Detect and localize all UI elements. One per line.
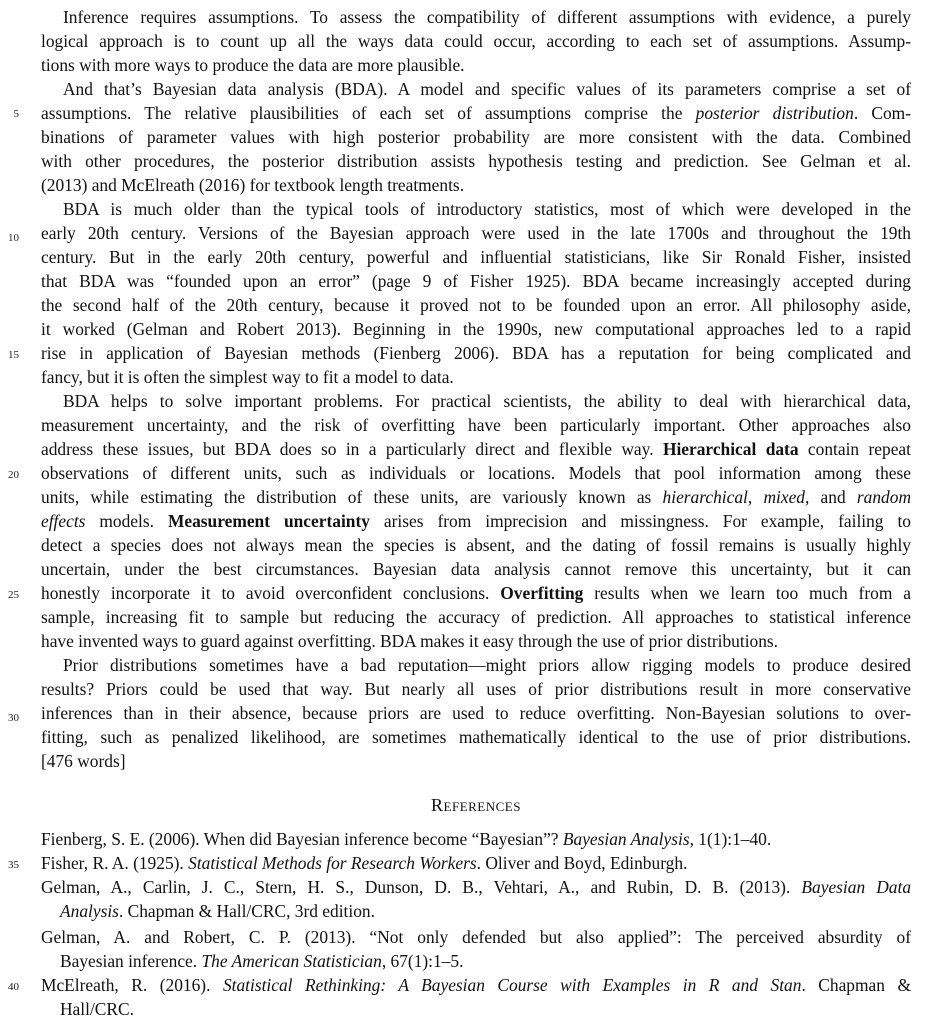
text-run: , 67(1):1–5. [381,951,464,971]
bold-term: Overfitting [500,583,584,603]
paragraph-line: Prior distributions sometimes have a bad reputation—might priors allow rigging models to produce desired [63,655,911,675]
paragraph-line: binations of parameter values with high posterior probability are more consistent with the data. Combined [41,127,911,147]
line-number: 40 [8,981,19,993]
italic-title: Statistical Rethinking: A Bayesian Course with Examples in R and Stan [222,975,802,995]
paragraph-line: have invented ways to guard against overfitting. BDA makes it easy through the use of prior distributions. [41,631,779,651]
text-run: . Oliver and Boyd, Edinburgh. [476,853,688,873]
paragraph-line: Inference requires assumptions. To assess the compatibility of different assumptions with evidence, a purely [63,7,911,27]
paragraph-line [41,581,911,605]
paragraph-line: century. But in the early 20th century, powerful and influential statisticians, like Sir Ronald Fisher, insisted [41,247,911,267]
italic-term: posterior distribution [695,103,854,123]
text-run: , and [804,487,857,507]
italic-title: Statistical Methods for Research Workers [188,853,477,873]
paragraph-line: sample, increasing fit to sample but reducing the accuracy of prediction. All approaches to statistical inference [41,607,911,627]
paragraph-line: it worked (Gelman and Robert 2013). Beginning in the 1990s, new computational approaches led to a rapid [41,319,911,339]
paragraph-line: the second half of the 20th century, because it proved not to be founded upon an error. All philosophy aside, [41,295,911,315]
text-run: address these issues, but BDA does so in a particularly direct and flexible way. [41,439,663,459]
paragraph-line [41,437,911,461]
reference-gelman-2013-line1 [41,875,911,899]
reference-fienberg [41,827,911,851]
text-run: , [747,487,764,507]
reference-mcelreath-line2: Hall/CRC. [60,999,134,1019]
reference-gelman-robert-line2 [41,949,911,973]
italic-term: mixed [763,487,805,507]
references-heading: References [431,795,521,815]
line-number: 30 [8,712,19,724]
bold-term: Measurement uncertainty [167,511,370,531]
line-number: 5 [13,108,19,120]
reference-gelman-2013-line2 [41,899,911,923]
text-run: assumptions. The relative plausibilities of each set of assumptions comprise the [41,103,696,123]
text-run: McElreath, R. (2016). [41,975,223,995]
paragraph-line: with other procedures, the posterior distribution assists hypothesis testing and prediction. See Gelman et al. [41,151,911,171]
paragraph-line: uncertain, under the best circumstances. Bayesian data analysis cannot remove this uncertainty, but it can [41,559,911,579]
text-run: Fienberg, S. E. (2006). When did Bayesian inference become “Bayesian”? [41,829,563,849]
paragraph-line: observations of different units, such as individuals or locations. Models that pool information among these [41,463,911,483]
word-count: [476 words] [41,751,126,771]
paragraph-line: And that’s Bayesian data analysis (BDA). A model and specific values of its parameters comprise a set of [63,79,911,99]
paragraph-line: results? Priors could be used that way. But nearly all uses of prior distributions result in more conservative [41,679,911,699]
paragraph-line: logical approach is to count up all the ways data could occur, according to each set of assumptions. Assump- [41,31,911,51]
text-run: honestly incorporate it to avoid overconfident conclusions. [41,583,501,603]
text-run: , 1(1):1–40. [689,829,772,849]
text-run: . Chapman & Hall/CRC, 3rd edition. [118,901,375,921]
line-number: 10 [8,232,19,244]
italic-term: hierarchical [662,487,748,507]
text-run: contain repeat [798,439,911,459]
italic-title: Analysis [60,901,119,921]
paragraph-line [41,101,911,125]
paragraph-line: inferences than in their absence, because priors are used to reduce overfitting. Non-Bayesian solutions to over- [41,703,911,723]
text-run: . Chapman & [801,975,911,995]
line-number: 25 [8,589,19,601]
paragraph-line [41,485,911,509]
italic-title: The American Statistician [201,951,382,971]
reference-mcelreath-line1 [41,973,911,997]
italic-title: Bayesian Analysis [562,829,690,849]
text-run: arises from imprecision and missingness. For example, failing to [369,511,911,531]
paragraph-line [41,509,911,533]
bold-term: Hierarchical data [662,439,799,459]
paragraph-line: rise in application of Bayesian methods (Fienberg 2006). BDA has a reputation for being complicated and [41,343,911,363]
text-run: units, while estimating the distribution of these units, are variously known as [41,487,663,507]
paragraph-line: detect a species does not always mean the species is absent, and the dating of fossil remains is usually highly [41,535,911,555]
text-run: Bayesian inference. [60,951,202,971]
text-run: results when we learn too much from a [583,583,911,603]
line-number: 35 [8,859,19,871]
paragraph-line: early 20th century. Versions of the Bayesian approach were used in the late 1700s and throughout the 19th [41,223,911,243]
italic-title: Bayesian Data [801,877,912,897]
text-run: Fisher, R. A. (1925). [41,853,189,873]
text-run: Gelman, A., Carlin, J. C., Stern, H. S., Dunson, D. B., Vehtari, A., and Rubin, D. B. (2013). [41,877,802,897]
paragraph-line: fitting, such as penalized likelihood, are sometimes mathematically identical to the use of prior distributions. [41,727,911,747]
italic-term: effects [41,511,86,531]
italic-term: random [856,487,911,507]
reference-fisher [41,851,911,875]
line-number: 20 [8,469,19,481]
paragraph-line: that BDA was “founded upon an error” (page 9 of Fisher 1925). BDA became increasingly accepted during [41,271,911,291]
paragraph-line: fancy, but it is often the simplest way to fit a model to data. [41,367,454,387]
text-run: . Com- [853,103,911,123]
line-number: 15 [8,349,19,361]
paragraph-line: (2013) and McElreath (2016) for textbook length treatments. [41,175,465,195]
text-run: models. [85,511,168,531]
paragraph-line: measurement uncertainty, and the risk of overfitting have been particularly important. Other approaches also [41,415,911,435]
paragraph-line: tions with more ways to produce the data are more plausible. [41,55,465,75]
paragraph-line: BDA is much older than the typical tools of introductory statistics, most of which were developed in the [63,199,911,219]
reference-gelman-robert-line1: Gelman, A. and Robert, C. P. (2013). “Not only defended but also applied”: The perceived absurdity of [41,927,911,947]
paragraph-line: BDA helps to solve important problems. For practical scientists, the ability to deal with hierarchical data, [63,391,911,411]
